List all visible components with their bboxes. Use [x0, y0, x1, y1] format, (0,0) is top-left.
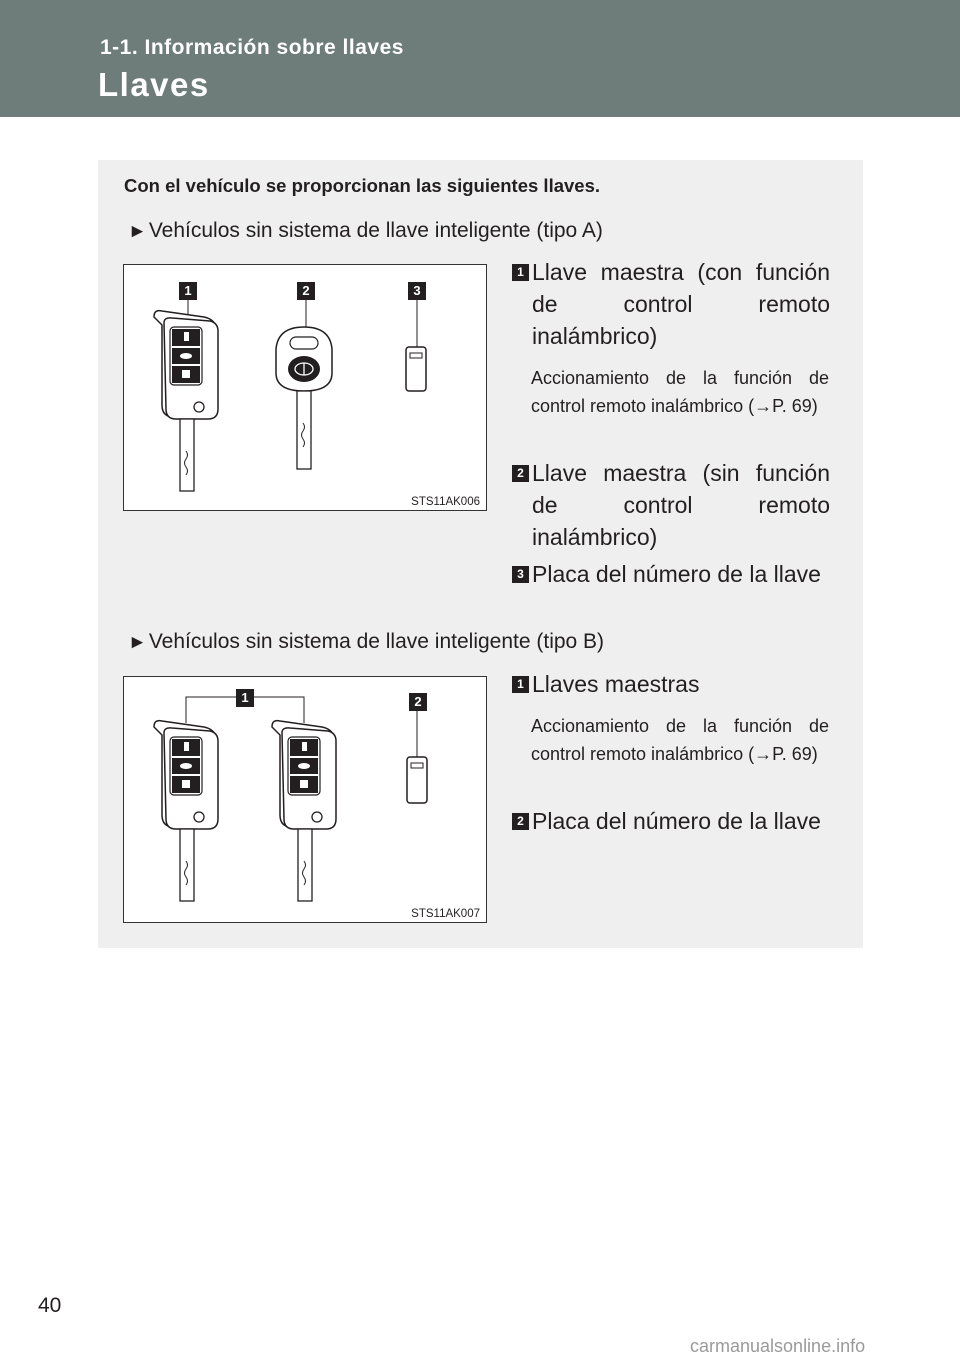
item-number-badge: 1 [512, 264, 529, 281]
key-number-plate-drawing [406, 347, 426, 391]
note-text: Accionamiento de la función de control remoto inalámbrico (→P. 69) [531, 716, 829, 764]
list-item [512, 805, 830, 837]
figure-keys-type-b [123, 676, 487, 923]
item-number-badge: 2 [512, 813, 529, 830]
keys-type-b-illustration [124, 677, 486, 922]
section-b-heading-text: Vehículos sin sistema de llave inteligente (tipo B) [148, 630, 605, 653]
page-title: Llaves [98, 66, 210, 103]
master-key-drawing [276, 327, 332, 469]
section-a-heading-text: Vehículos sin sistema de llave inteligente (tipo A) [148, 219, 603, 242]
watermark: carmanualsonline.info [690, 1336, 866, 1356]
section-a-heading [128, 219, 603, 243]
remote-key-drawing [272, 721, 336, 901]
figure-badge-2: 2 [297, 282, 315, 300]
item-text: Llave maestra (con función de control remoto inalámbrico) [532, 259, 830, 349]
item-text: Llaves maestras [532, 671, 700, 697]
note-text: Accionamiento de la función de control remoto inalámbrico (→P. 69) [531, 368, 829, 416]
figure-keys-type-a [123, 264, 487, 511]
figure-badge-1: 1 [236, 689, 254, 707]
page-number: 40 [38, 1294, 62, 1317]
remote-key-drawing [154, 311, 218, 491]
intro-text: Con el vehículo se proporcionan las siguientes llaves. [124, 175, 601, 196]
figure-badge-2: 2 [409, 693, 427, 711]
section-b-heading [128, 630, 604, 654]
item-number-badge: 3 [512, 566, 529, 583]
item-text: Placa del número de la llave [532, 808, 821, 834]
section-label: 1-1. Información sobre llaves [100, 36, 404, 59]
list-item [512, 558, 830, 590]
figure-badge-1: 1 [179, 282, 197, 300]
list-item [512, 457, 830, 553]
triangle-marker-icon: ► [128, 632, 147, 653]
list-item [512, 256, 830, 352]
item-number-badge: 1 [512, 676, 529, 693]
list-item [512, 668, 830, 700]
triangle-marker-icon: ► [128, 221, 147, 242]
figure-badge-3: 3 [408, 282, 426, 300]
item-number-badge: 2 [512, 465, 529, 482]
figure-code: STS11AK006 [411, 496, 480, 508]
item-text: Placa del número de la llave [532, 561, 821, 587]
header-bar [0, 0, 960, 117]
remote-key-drawing [154, 721, 218, 901]
figure-code: STS11AK007 [411, 908, 480, 920]
keys-type-a-illustration [124, 265, 486, 510]
key-number-plate-drawing [407, 757, 427, 803]
item-text: Llave maestra (sin función de control remoto inalámbrico) [532, 460, 830, 550]
